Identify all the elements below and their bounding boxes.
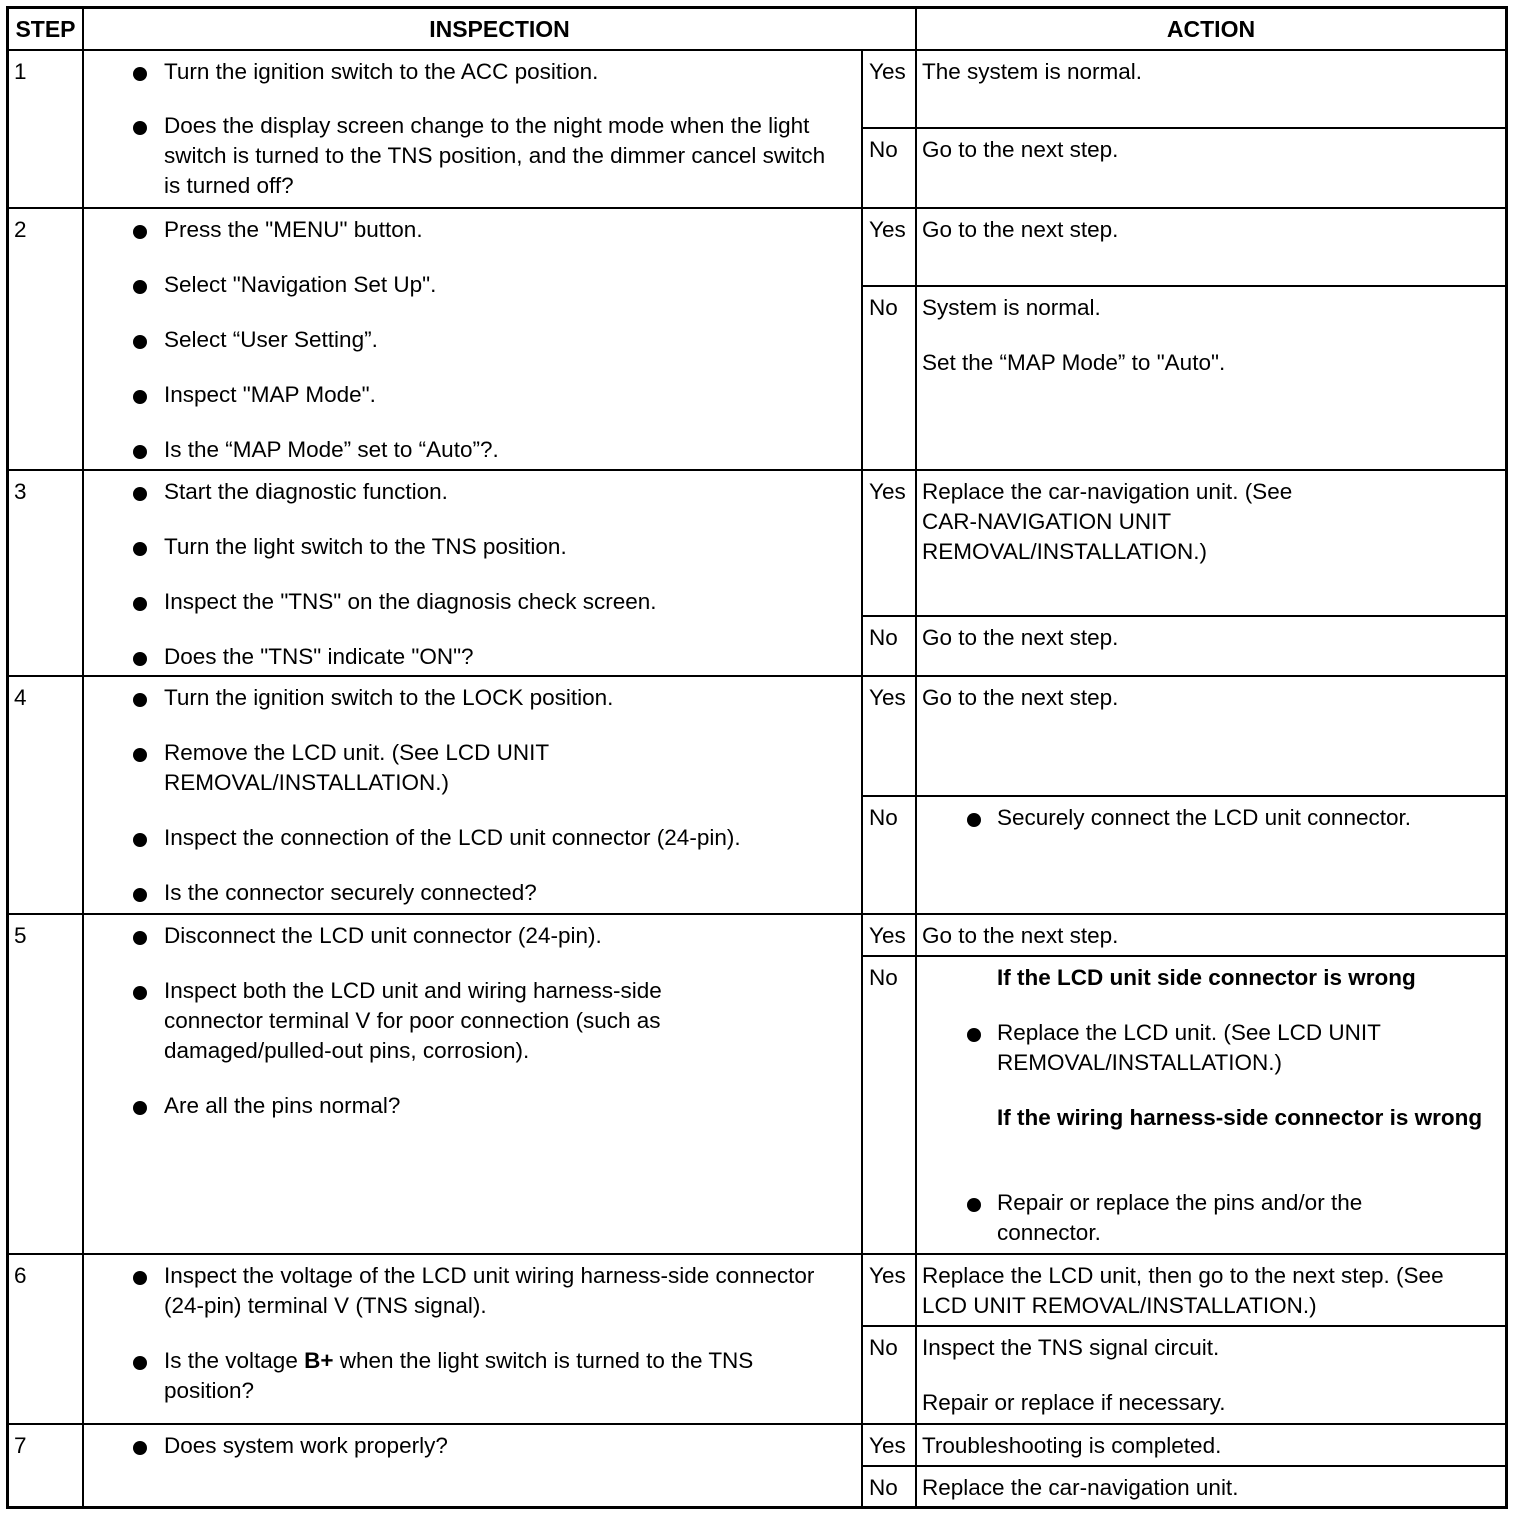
step-number: 5 <box>14 923 27 948</box>
yes-action: The system is normal. <box>922 59 1143 84</box>
inspection-item: Inspect both the LCD unit and wiring harness-side connector terminal V for poor connection (such as damaged/pulled-out pins, corrosion). <box>164 978 662 1063</box>
step-number: 6 <box>14 1263 27 1288</box>
inspection-item: Select "Navigation Set Up". <box>164 272 437 297</box>
bullet-icon <box>133 597 147 611</box>
bullet-icon <box>967 1028 981 1042</box>
no-action: System is normal. <box>922 295 1101 320</box>
inspection-lead: Is the voltage <box>164 1348 298 1373</box>
col-divider-action <box>915 50 917 1506</box>
row-5-split <box>861 955 1505 957</box>
inspection-item <box>164 1346 844 1406</box>
step-number: 1 <box>14 59 27 84</box>
inspection-item: Does system work properly? <box>164 1433 448 1458</box>
bullet-icon <box>133 1101 147 1115</box>
bullet-icon <box>967 813 981 827</box>
inspection-item: Start the diagnostic function. <box>164 479 448 504</box>
no-action: Set the “MAP Mode” to "Auto". <box>922 350 1226 375</box>
inspection-item: Inspect the voltage of the LCD unit wiring harness-side connector (24-pin) terminal V (TNS signal). <box>164 1263 815 1318</box>
row-3-bottom <box>9 675 1505 677</box>
row-4-bottom <box>9 913 1505 915</box>
no-label: No <box>869 1475 898 1500</box>
yes-label: Yes <box>869 923 906 948</box>
bullet-icon <box>133 390 147 404</box>
header-bottom-line <box>9 49 1505 51</box>
no-action: Replace the LCD unit. (See LCD UNIT REMOVAL/INSTALLATION.) <box>997 1020 1381 1075</box>
col-divider-step <box>82 9 84 1506</box>
bullet-icon <box>133 986 147 1000</box>
no-label: No <box>869 965 898 990</box>
step-number: 4 <box>14 685 27 710</box>
row-2-split <box>861 285 1505 287</box>
bullet-icon <box>133 445 147 459</box>
step-number: 3 <box>14 479 27 504</box>
bullet-icon <box>133 280 147 294</box>
row-1-bottom <box>9 207 1505 209</box>
row-3-split <box>861 615 1505 617</box>
yes-action: Go to the next step. <box>922 217 1119 242</box>
inspection-item: Press the "MENU" button. <box>164 217 423 242</box>
step-number: 7 <box>14 1433 27 1458</box>
yes-action: Go to the next step. <box>922 685 1119 710</box>
bullet-icon <box>133 335 147 349</box>
row-6-bottom <box>9 1423 1505 1425</box>
inspection-item: Turn the ignition switch to the LOCK position. <box>164 685 614 710</box>
yes-label: Yes <box>869 217 906 242</box>
inspection-item: Disconnect the LCD unit connector (24-pin). <box>164 923 602 948</box>
inspection-item: Are all the pins normal? <box>164 1093 401 1118</box>
no-action: Go to the next step. <box>922 137 1119 162</box>
inspection-item: Inspect the "TNS" on the diagnosis check screen. <box>164 589 657 614</box>
yes-action: Replace the LCD unit, then go to the next step. (See LCD UNIT REMOVAL/INSTALLATION.) <box>922 1263 1444 1318</box>
bullet-icon <box>133 487 147 501</box>
header-action: ACTION <box>1166 16 1256 42</box>
voltage-value: B+ <box>304 1348 334 1373</box>
inspection-item: Inspect "MAP Mode". <box>164 382 376 407</box>
yes-label: Yes <box>869 685 906 710</box>
inspection-tail: when the light switch is turned to the TNS position? <box>164 1348 754 1403</box>
bullet-icon <box>133 1441 147 1455</box>
row-6-split <box>861 1325 1505 1327</box>
no-action: Securely connect the LCD unit connector. <box>997 805 1411 830</box>
col-divider-yesno <box>861 50 863 1506</box>
bullet-icon <box>133 931 147 945</box>
inspection-item: Is the “MAP Mode” set to “Auto”?. <box>164 437 499 462</box>
no-action: Repair or replace the pins and/or the connector. <box>997 1190 1363 1245</box>
no-action-heading: If the wiring harness-side connector is wrong <box>997 1105 1483 1130</box>
no-action-heading: If the LCD unit side connector is wrong <box>997 965 1416 990</box>
bullet-icon <box>133 888 147 902</box>
row-1-split <box>861 127 1505 129</box>
yes-action: Troubleshooting is completed. <box>922 1433 1222 1458</box>
inspection-item: Is the connector securely connected? <box>164 880 537 905</box>
yes-action: Replace the car-navigation unit. (See CAR-NAVIGATION UNIT REMOVAL/INSTALLATION.) <box>922 479 1293 564</box>
bullet-icon <box>133 121 147 135</box>
no-label: No <box>869 625 898 650</box>
yes-label: Yes <box>869 59 906 84</box>
row-5-bottom <box>9 1253 1505 1255</box>
inspection-item: Select “User Setting”. <box>164 327 378 352</box>
inspection-item: Remove the LCD unit. (See LCD UNIT REMOVAL/INSTALLATION.) <box>164 740 549 795</box>
no-action: Replace the car-navigation unit. <box>922 1475 1239 1500</box>
yes-action: Go to the next step. <box>922 923 1119 948</box>
bullet-icon <box>133 67 147 81</box>
troubleshooting-table <box>6 6 1508 1509</box>
inspection-item: Turn the ignition switch to the ACC position. <box>164 59 599 84</box>
no-label: No <box>869 295 898 320</box>
step-number: 2 <box>14 217 27 242</box>
header-inspection: INSPECTION <box>429 16 570 42</box>
no-action: Repair or replace if necessary. <box>922 1390 1226 1415</box>
bullet-icon <box>133 652 147 666</box>
row-7-split <box>861 1465 1505 1467</box>
bullet-icon <box>133 693 147 707</box>
header-step: STEP <box>15 16 76 42</box>
no-label: No <box>869 137 898 162</box>
no-action: Go to the next step. <box>922 625 1119 650</box>
no-label: No <box>869 1335 898 1360</box>
bullet-icon <box>133 225 147 239</box>
no-action: Inspect the TNS signal circuit. <box>922 1335 1220 1360</box>
yes-label: Yes <box>869 479 906 504</box>
bullet-icon <box>133 542 147 556</box>
yes-label: Yes <box>869 1433 906 1458</box>
inspection-item: Inspect the connection of the LCD unit connector (24-pin). <box>164 825 741 850</box>
row-2-bottom <box>9 469 1505 471</box>
no-label: No <box>869 805 898 830</box>
inspection-item: Does the display screen change to the night mode when the light switch is turned to the TNS position, and the dimmer cancel switch is turned off? <box>164 113 826 198</box>
yes-label: Yes <box>869 1263 906 1288</box>
bullet-icon <box>133 833 147 847</box>
inspection-item: Turn the light switch to the TNS position. <box>164 534 567 559</box>
bullet-icon <box>133 1356 147 1370</box>
inspection-item: Does the "TNS" indicate "ON"? <box>164 644 474 669</box>
bullet-icon <box>133 1271 147 1285</box>
row-4-split <box>861 795 1505 797</box>
bullet-icon <box>133 748 147 762</box>
bullet-icon <box>967 1198 981 1212</box>
